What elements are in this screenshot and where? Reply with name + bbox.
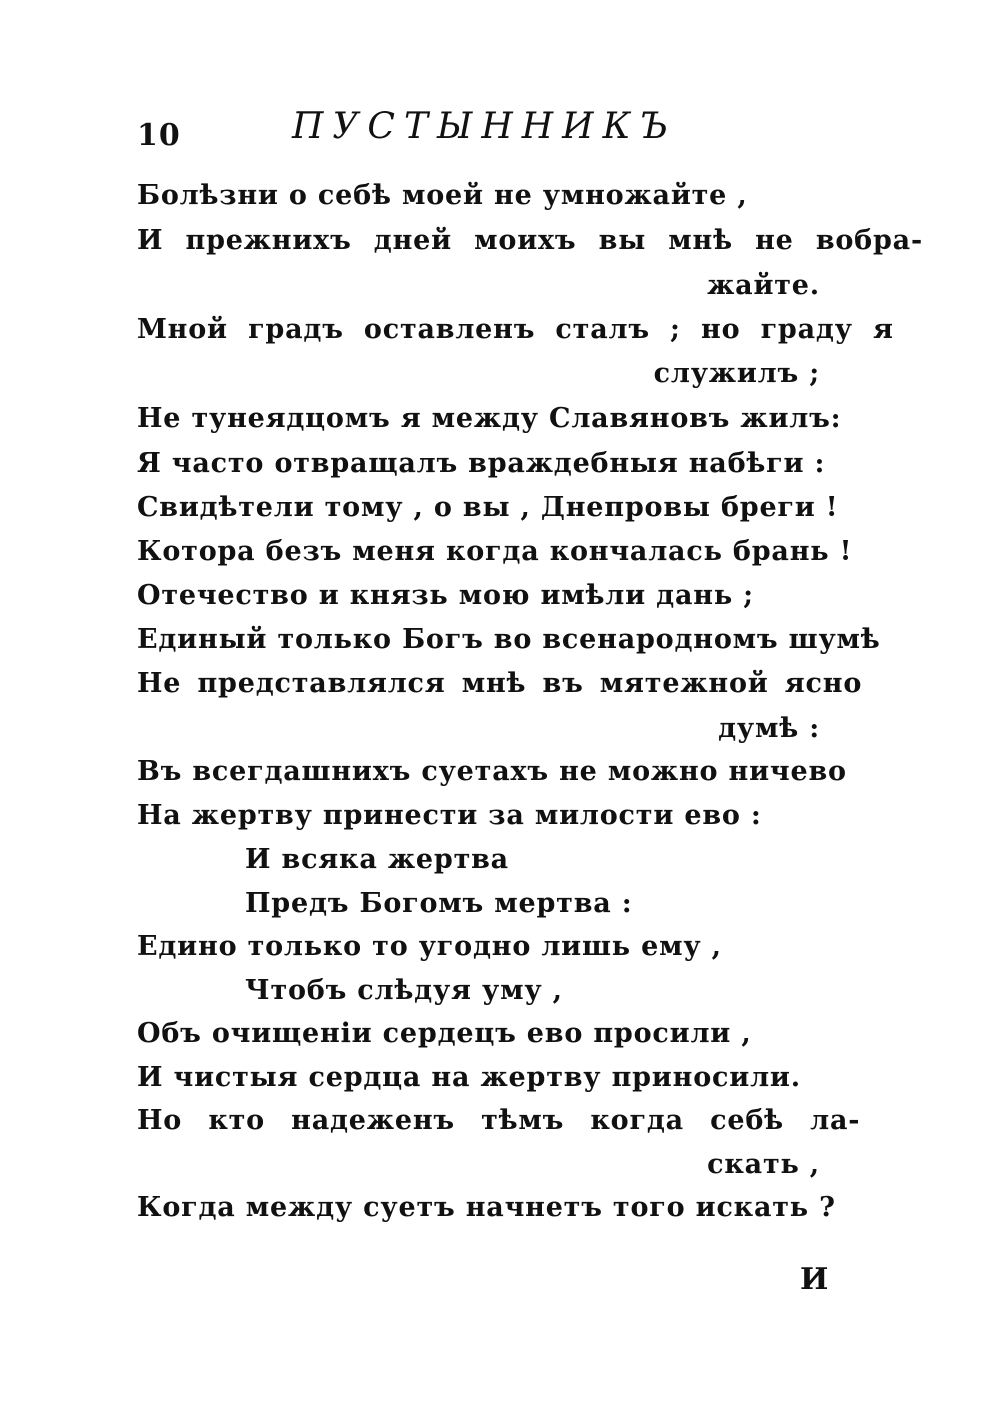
verse-line: Не представлялся мнѣ въ мятежной ясно	[137, 668, 863, 699]
verse-line-continuation: скать ,	[707, 1149, 820, 1180]
verse-line: И прежнихъ дней моихъ вы мнѣ не вобра-	[137, 225, 923, 256]
catchword: И	[800, 1262, 829, 1297]
page-number: 10	[137, 118, 181, 153]
verse-line: Болѣзни о себѣ моей не умножайте ,	[137, 180, 748, 211]
verse-line: Объ очищенiи сердецъ ево просили ,	[137, 1018, 752, 1049]
verse-line: Не тунеядцомъ я между Славяновъ жилъ:	[137, 403, 842, 434]
verse-line: Предъ Богомъ мертва :	[245, 888, 633, 919]
verse-line: И чистыя сердца на жертву приносили.	[137, 1062, 801, 1093]
verse-line: Когда между суетъ начнетъ того искать ?	[137, 1192, 836, 1223]
verse-line: Свидѣтели тому , о вы , Днепровы бреги !	[137, 492, 839, 523]
verse-line: На жертву принести за милости ево :	[137, 800, 762, 831]
verse-line: Я часто отвращалъ враждебныя набѣги :	[137, 448, 826, 479]
verse-line: Едино только то угодно лишь ему ,	[137, 931, 722, 962]
verse-line-continuation: жайте.	[707, 270, 820, 301]
verse-line: Единый только Богъ во всенародномъ шумѣ	[137, 624, 881, 655]
verse-line: Мной градъ оставленъ сталъ ; но граду я	[137, 314, 894, 345]
verse-line: Отечество и князь мою имѣли дань ;	[137, 580, 754, 611]
verse-line: Чтобъ слѣдуя уму ,	[245, 975, 563, 1006]
verse-line: Котора безъ меня когда кончалась брань !	[137, 536, 853, 567]
verse-line: И всяка жертва	[245, 844, 509, 875]
verse-line-continuation: думѣ :	[718, 713, 820, 744]
running-head: ПУСТЫННИКЪ	[292, 106, 678, 147]
verse-line: Въ всегдашнихъ суетахъ не можно ничево	[137, 756, 847, 787]
verse-line-continuation: служилъ ;	[653, 358, 820, 389]
verse-line: Но кто надеженъ тѣмъ когда себѣ ла-	[137, 1105, 861, 1136]
